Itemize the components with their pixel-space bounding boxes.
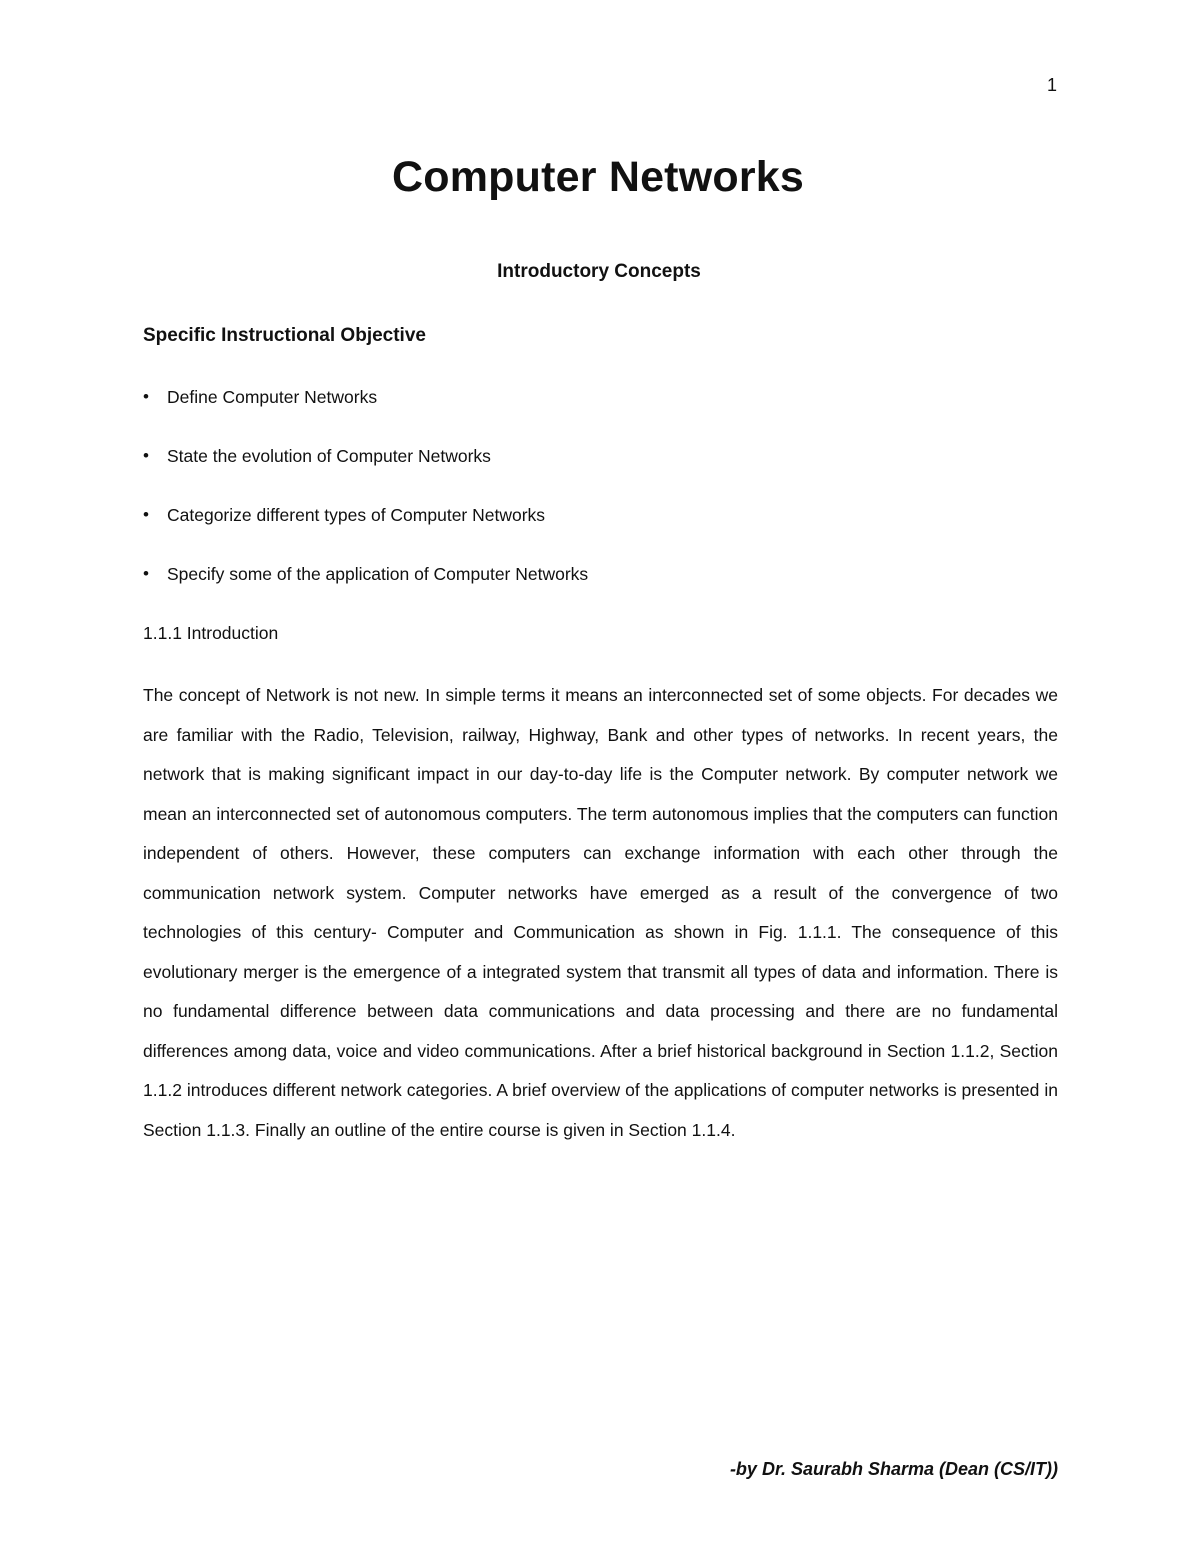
list-item [143,443,1063,502]
objective-list [143,384,1063,620]
author-footer: -by Dr. Saurabh Sharma (Dean (CS/IT)) [729,1459,1058,1479]
document-title: Computer Networks [392,153,804,201]
objective-heading: Specific Instructional Objective [143,325,426,346]
bullet-icon: • [143,564,149,583]
bullet-icon: • [143,387,149,406]
objective-text: Define Computer Networks [167,387,378,407]
list-item [143,502,1063,561]
list-item [143,384,1063,443]
list-item [143,561,1063,620]
bullet-icon: • [143,505,149,524]
bullet-icon: • [143,446,149,465]
page-number: 1 [1046,75,1057,95]
introduction-heading: 1.1.1 Introduction [143,623,279,643]
objective-text: Categorize different types of Computer Networks [167,505,546,525]
document-subtitle: Introductory Concepts [497,261,701,282]
introduction-paragraph: The concept of Network is not new. In simple terms it means an interconnected set of some objects. For decades we are familiar with the Radio, Television, railway, Highway, Bank and other types of networks. In recent years, the network that is making significant impact in our day-to-day life is the Computer network. By computer network we mean an interconnected set of autonomous computers. The term autonomous implies that the computers can function independent of others. However, these computers can exchange information with each other through the communication network system. Computer networks have emerged as a result of the convergence of two technologies of this century- Computer and Communication as shown in Fig. 1.1.1. The consequence of this evolutionary merger is the emergence of a integrated system that transmit all types of data and information. There is no fundamental difference between data communications and data processing and there are no fundamental differences among data, voice and video communications. After a brief historical background in Section 1.1.2, Section 1.1.2 introduces different network categories. A brief overview of the applications of computer networks is presented in Section 1.1.3. Finally an outline of the entire course is given in Section 1.1.4. [143,685,1058,1140]
objective-text: Specify some of the application of Computer Networks [167,564,589,584]
objective-text: State the evolution of Computer Networks [167,446,491,466]
